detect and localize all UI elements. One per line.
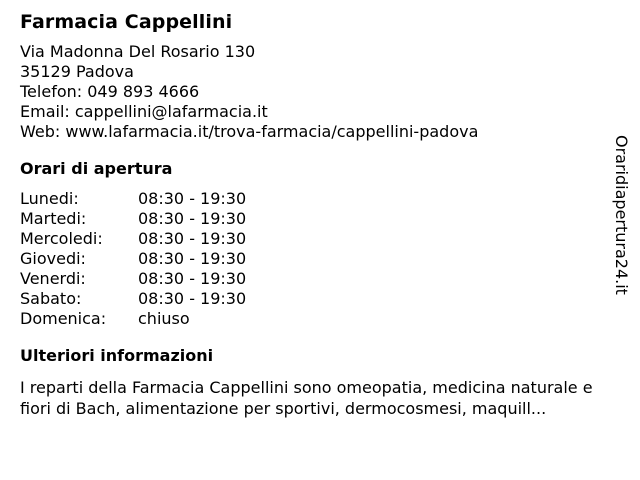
opening-hours-title: Orari di apertura <box>20 159 173 178</box>
address-line-street: Via Madonna Del Rosario 130 <box>20 42 256 61</box>
hours-row-friday <box>20 269 620 289</box>
hours-time: 08:30 - 19:30 <box>138 189 247 208</box>
hours-row-sunday <box>20 309 620 329</box>
hours-row-saturday <box>20 289 620 309</box>
site-watermark: Oraridiapertura24.it <box>612 135 631 295</box>
hours-time: 08:30 - 19:30 <box>138 249 247 268</box>
hours-time: 08:30 - 19:30 <box>138 289 247 308</box>
hours-day: Sabato: <box>20 289 82 308</box>
hours-row-tuesday <box>20 209 620 229</box>
email-line: Email: cappellini@lafarmacia.it <box>20 102 268 121</box>
hours-day: Giovedi: <box>20 249 86 268</box>
hours-day: Domenica: <box>20 309 107 328</box>
hours-time: chiuso <box>138 309 190 328</box>
hours-time: 08:30 - 19:30 <box>138 269 247 288</box>
hours-row-monday <box>20 189 620 209</box>
hours-time: 08:30 - 19:30 <box>138 229 247 248</box>
pharmacy-name: Farmacia Cappellini <box>20 11 233 33</box>
more-info-text: I reparti della Farmacia Cappellini sono omeopatia, medicina naturale e fiori di Bach, alimentazione per sportivi, dermocosmesi, maquill... <box>20 378 593 418</box>
hours-day: Mercoledi: <box>20 229 103 248</box>
hours-row-wednesday <box>20 229 620 249</box>
hours-day: Lunedi: <box>20 189 79 208</box>
hours-day: Venerdi: <box>20 269 86 288</box>
hours-row-thursday <box>20 249 620 269</box>
address-line-city: 35129 Padova <box>20 62 134 81</box>
hours-day: Martedi: <box>20 209 87 228</box>
web-line: Web: www.lafarmacia.it/trova-farmacia/cappellini-padova <box>20 122 479 141</box>
pharmacy-card <box>20 10 620 419</box>
opening-hours-table <box>20 189 620 329</box>
more-info-title: Ulteriori informazioni <box>20 346 214 365</box>
hours-time: 08:30 - 19:30 <box>138 209 247 228</box>
phone-line: Telefon: 049 893 4666 <box>20 82 200 101</box>
